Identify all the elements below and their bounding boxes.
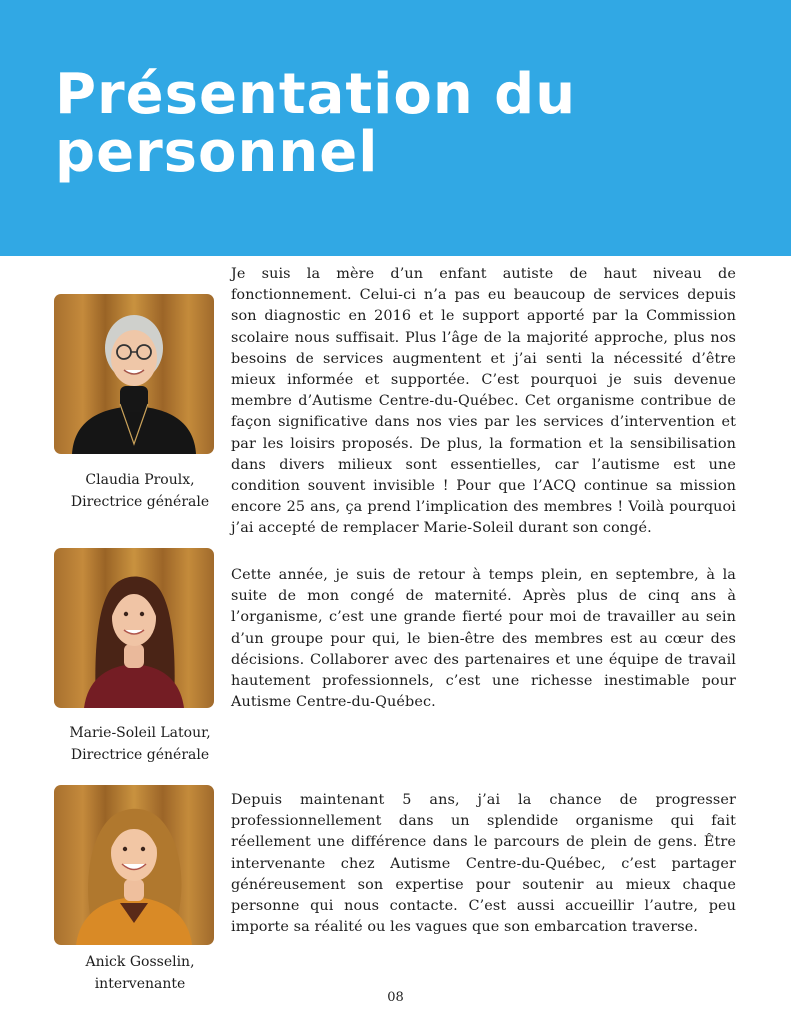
staff-caption-anick-gosselin [40,951,240,995]
staff-role: Directrice générale [70,494,210,510]
staff-role: intervenante [94,976,186,992]
staff-role: Directrice générale [70,747,210,763]
page-title [55,62,577,185]
staff-name: Anick Gosselin, [85,954,195,970]
staff-text-claudia-proulx: Je suis la mère d’un enfant autiste de haut niveau de fonctionnement. Celui-ci n’a pas eu beaucoup de services depuis son diagnostic en 2016 et le support apporté par la Commission scolaire nous suffisait. Plus l’âge de la majorité approche, plus nos besoins de services augmentent et j’ai senti la nécessité d’être mieux informée et supportée. C’est pourquoi je suis devenue membre d’Autisme Centre-du-Québec. Cet organisme contribue de façon significative dans nos vies par les services d’intervention et par les loisirs proposés. De plus, la formation et la sensibilisation dans divers milieux sont essentielles, car l’autisme est une condition souvent invisible ! Pour que l’ACQ continue sa mission encore 25 ans, ça prend l’implication des membres ! Voilà pourquoi j’ai accepté de remplacer Marie-Soleil durant son congé. [231,266,736,537]
staff-photo-claudia-proulx [54,294,214,454]
staff-caption-claudia-proulx [40,469,240,513]
staff-photo-marie-soleil-latour [54,548,214,708]
page-number: 08 [387,990,404,1005]
staff-text-anick-gosselin: Depuis maintenant 5 ans, j’ai la chance de progresser professionnellement dans un splendide organisme qui fait réellement une différence dans le parcours de plein de gens. Être intervenante chez Autisme Centre-du-Québec, c’est partager généreusement son expertise pour soutenir au mieux chaque personne qui nous contacte. C’est aussi accueillir l’autre, peu importe sa réalité ou les vagues que son embarcation traverse. [231,792,736,936]
staff-name: Claudia Proulx, [85,472,195,488]
staff-caption-marie-soleil-latour [40,722,240,766]
page-title-line-1: Présentation du [55,62,577,127]
page-title-line-2: personnel [55,120,379,185]
staff-text-marie-soleil-latour: Cette année, je suis de retour à temps plein, en septembre, à la suite de mon congé de maternité. Après plus de cinq ans à l’organisme, c’est une grande fierté pour moi de travailler au sein d’un groupe pour qui, le bien-être des membres est au cœur des décisions. Collaborer avec des partenaires et une équipe de travail hautement professionnels, c’est une richesse inestimable pour Autisme Centre-du-Québec. [231,567,736,711]
staff-name: Marie-Soleil Latour, [69,725,211,741]
header-banner [0,0,791,256]
staff-photo-anick-gosselin [54,785,214,945]
